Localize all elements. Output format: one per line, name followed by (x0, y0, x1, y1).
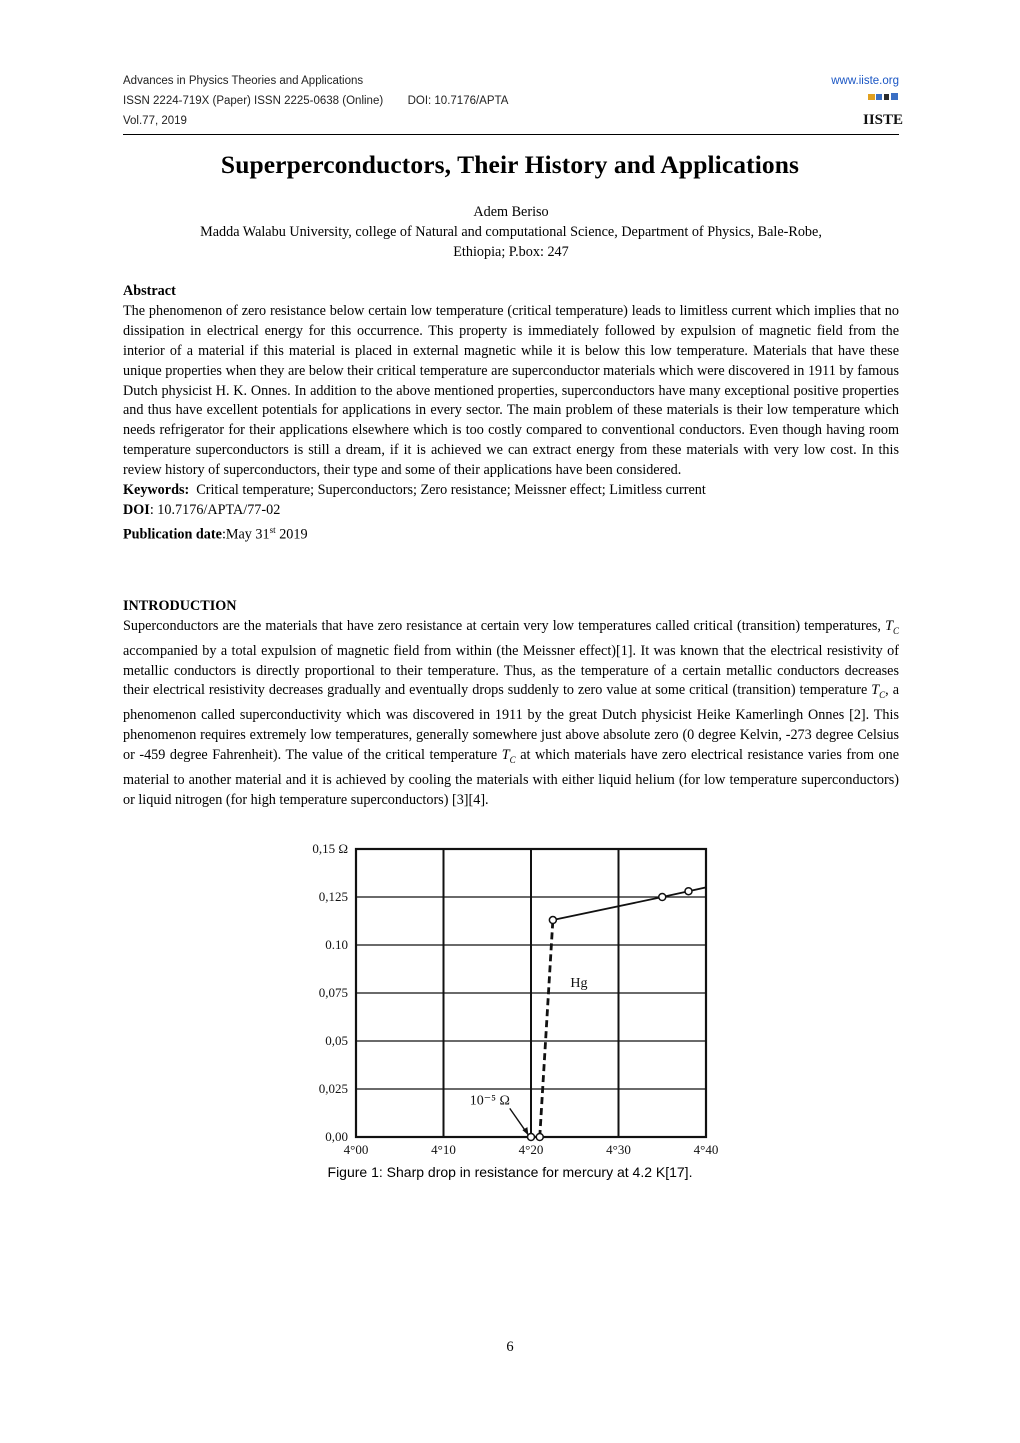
publication-date-year: 2019 (275, 526, 308, 543)
header-divider (123, 134, 899, 135)
tc-symbol (871, 682, 886, 701)
introduction-heading: INTRODUCTION (123, 598, 237, 614)
data-point-marker (536, 1134, 543, 1141)
x-tick-label: 4°40 (693, 1142, 719, 1157)
journal-doi: DOI: 10.7176/APTA (407, 95, 509, 107)
x-tick-label: 4°20 (518, 1142, 544, 1157)
iiste-logo (862, 92, 904, 128)
page-number: 6 (506, 1339, 514, 1355)
volume: Vol.77, 2019 (123, 115, 187, 127)
series-line-normal (553, 887, 706, 920)
data-point-marker (685, 888, 692, 895)
publication-date-label: Publication date (123, 526, 222, 543)
x-tick-label: 4°30 (606, 1142, 631, 1157)
y-tick-label: 0,025 (318, 1081, 348, 1096)
introduction-text (123, 617, 899, 811)
intro-sentence-4: at which materials have zero electrical resistance varies from one material to another material and it is achieved by cooling the materials with either liquid helium (for low temperature superconductors) or liquid nitrogen (for high temperature superconductors) [3][4]. (123, 747, 900, 808)
y-tick-label: 0,075 (318, 985, 348, 1000)
series-line-drop (540, 920, 553, 1137)
abstract-text: The phenomenon of zero resistance below certain low temperature (critical temperature) leads to limitless current which implies that no dissipation in electrical energy for this occurrence. This property is immediately followed by expulsion of magnetic field from the interior of a material if this material is placed in external magnetic while it is below this low temperature. Materials that have these unique properties when they are below their critical temperature are superconductor materials which were discovered in 1911 by famous Dutch physicist H. K. Onnes. In addition to the above mentioned properties, superconductors have many exceptional positive properties and thus have excellent potentials for applications in every sector. The main problem of these materials is their low temperature which needs refrigerator for their applications elsewhere which is too costly compared to conventional conductors. Even though having room temperature superconductors is still a dream, if it is achieved we can extract energy from these materials with very low cost. In this review history of superconductors, their type and some of their applications have been considered. (123, 302, 899, 479)
tc-letter: T (885, 617, 893, 634)
journal-name: Advances in Physics Theories and Applications (123, 75, 364, 87)
doi-value: : 10.7176/APTA/77-02 (149, 501, 281, 518)
issn: ISSN 2224-719X (Paper) ISSN 2225-0638 (Online) (123, 95, 384, 107)
tc-symbol (885, 618, 899, 634)
journal-url-link[interactable]: www.iiste.org (831, 75, 899, 87)
keywords-text: Critical temperature; Superconductors; Zero resistance; Meissner effect; Limitless current (196, 482, 706, 499)
keywords-label: Keywords: (123, 482, 190, 499)
publication-date-line (123, 521, 899, 546)
tc-subscript: C (892, 625, 899, 636)
y-tick-label: 0,125 (318, 889, 348, 904)
data-point-marker (549, 917, 556, 924)
publication-date-sup: st (269, 524, 276, 535)
issn-line (123, 95, 508, 107)
annotation-label: 10⁻⁵ Ω (469, 1093, 510, 1109)
tc-letter: T (871, 682, 880, 699)
intro-sentence-1: Superconductors are the materials that have zero resistance at certain very low temperatures called critical (transition) temperatures, (123, 617, 886, 634)
logo-text: IISTE (862, 112, 904, 128)
y-tick-label: 0.10 (325, 937, 348, 952)
series-label-hg: Hg (570, 976, 588, 992)
affiliation-line-1: Madda Walabu University, college of Natural and computational Science, Department of Physics, Bale-Robe, (200, 224, 822, 240)
tc-letter: T (501, 747, 510, 763)
y-tick-label: 0,00 (325, 1129, 348, 1144)
keywords-line (123, 481, 899, 501)
doi-label: DOI (123, 501, 150, 518)
resistance-chart (292, 838, 742, 1160)
tc-symbol (502, 747, 516, 763)
tc-subscript: C (509, 754, 516, 765)
x-tick-label: 4°10 (431, 1142, 456, 1157)
data-point-marker (659, 894, 666, 901)
tc-subscript: C (879, 690, 886, 701)
abstract-section (123, 282, 899, 546)
paper-title: Superperconductors, Their History and Applications (220, 150, 800, 179)
x-tick-label: 4°00 (343, 1142, 369, 1157)
doi-line (123, 501, 899, 521)
introduction-section (123, 597, 899, 811)
figure-caption: Figure 1: Sharp drop in resistance for mercury at 4.2 K[17]. (327, 1164, 693, 1180)
y-tick-label: 0,15 Ω (312, 841, 348, 856)
intro-sentence-2: accompanied by a total expulsion of magnetic field from within (the Meissner effect)[1]. It was known that the electrical resistivity of metallic conductors is directly proportional to their temperature. Thus, as the temperature of a certain metallic conductors decreases their electrical resistivity decreases gradually and eventually drops suddenly to zero value at some critical (transition) temperature (123, 642, 899, 699)
author: Adem Beriso (473, 204, 549, 220)
intro-sentence-3: , a phenomenon called superconductivity which was discovered in 1911 by the great Dutch physicist Heike Kamerlingh Onnes [2]. This phenomenon requires extremely low temperatures, generally somewhere just above absolute zero (0 degree Kelvin, -273 degree Celsius or -459 degree Fahrenheit). The value of the critical temperature (123, 682, 899, 763)
publication-date-prefix: :May 31 (221, 526, 270, 543)
y-tick-label: 0,05 (325, 1033, 348, 1048)
affiliation-line-2: Ethiopia; P.box: 247 (453, 244, 569, 260)
abstract-heading: Abstract (123, 283, 176, 299)
